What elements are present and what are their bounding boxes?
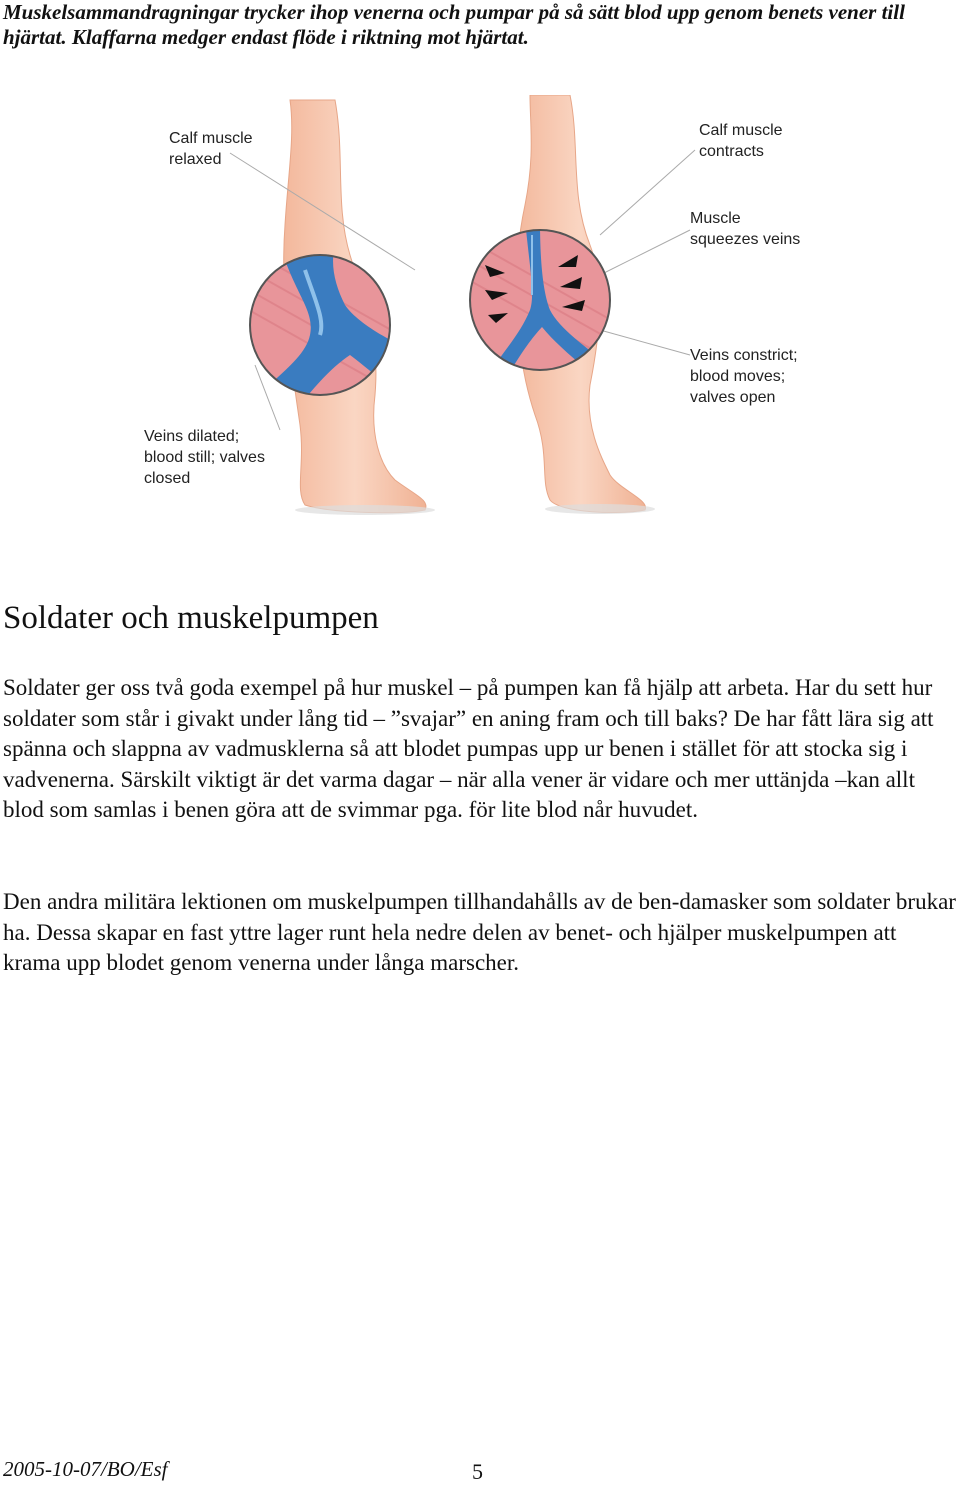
figure-caption: Muskelsammandragningar trycker ihop venerna och pumpar på så sätt blod upp genom benets vener till hjärtat. Klaffarna medger endast flöde i riktning mot hjärtat. xyxy=(3,0,905,49)
paragraph-1: Soldater ger oss två goda exempel på hur muskel – på pumpen kan få hjälp att arbeta. Har du sett hur soldater som står i givakt under lång tid – ”svajar” en aning fram och till baks? De har fått lära sig att spänna och slappna av vadmusklerna så att blodet pumpas upp ur benen i stället för att stocka sig i vadvenerna. Särskilt viktigt är det varma dagar – när alla vener är vidare och mer uttänjda –kan allt blod som samlas i benen göra att de svimmar pga. för lite blod når huvudet. xyxy=(3,675,934,823)
constricted-vein-inset xyxy=(460,220,620,380)
label-veins-constrict: Veins constrict; blood moves; valves open xyxy=(690,347,798,406)
section-heading: Soldater och muskelpumpen xyxy=(3,600,379,636)
paragraph-2: Den andra militära lektionen om muskelpumpen tillhandahålls av de ben-damasker som soldater brukar ha. Dessa skapar en fast yttre lager runt hela nedre delen av benet- och hjälper muskelpumpen att krama upp blodet genom venerna under långa marscher. xyxy=(3,889,956,976)
label-calf-contracts: Calf muscle contracts xyxy=(699,122,783,160)
label-veins-dilated: Veins dilated; blood still; valves closed xyxy=(144,428,265,487)
label-muscle-squeezes: Muscle squeezes veins xyxy=(690,210,801,248)
page-number: 5 xyxy=(472,1459,483,1484)
label-calf-relaxed: Calf muscle relaxed xyxy=(169,130,253,168)
calf-muscle-pump-illustration xyxy=(130,95,830,525)
footer-date-ref: 2005-10-07/BO/Esf xyxy=(3,1457,168,1481)
